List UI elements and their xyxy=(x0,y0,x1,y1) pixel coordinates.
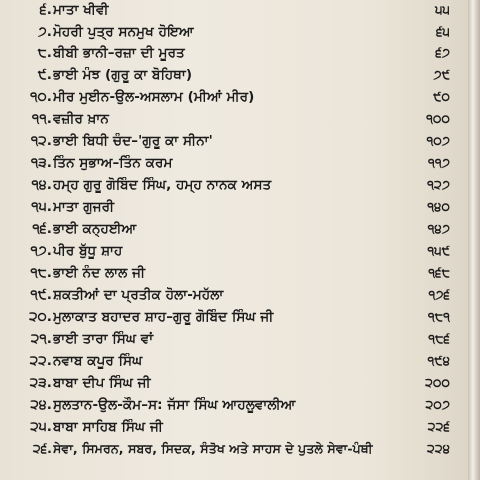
entry-title: ਬਾਬਾ ਦੀਪ ਸਿੰਘ ਜੀ xyxy=(53,375,151,391)
toc-entry xyxy=(22,174,450,196)
entry-title: ਮਾਤਾ ਖੀਵੀ xyxy=(53,2,109,18)
entry-page-number: ੬੫ xyxy=(436,24,450,39)
entry-title: ਵਜ਼ੀਰ ਖ਼ਾਨ xyxy=(53,111,109,127)
entry-number: ੧੨. xyxy=(30,133,52,149)
page-edge xyxy=(468,0,480,480)
entry-page-number: ੧੫੯ xyxy=(427,243,450,258)
entry-number: ੮. xyxy=(37,45,52,61)
entry-number: ੨੩. xyxy=(29,375,52,391)
entry-page-number: ੯੦ xyxy=(433,89,450,104)
entry-title: ਸੇਵਾ, ਸਿਮਰਨ, ਸਬਰ, ਸਿਦਕ, ਸੰਤੋਖ ਅਤੇ ਸਾਹਸ ਦੇ ਪੁਤਲੇ ਸੇਵਾ-ਪੰਥੀ xyxy=(53,441,373,456)
entry-page-number: ੧੦੦ xyxy=(426,111,450,126)
entry-title: ਭਾਈ ਕਨ੍ਹਈਆ xyxy=(53,221,137,237)
entry-page-number: ੧੮੬ xyxy=(428,331,450,346)
toc-entry xyxy=(22,372,450,394)
toc-entry xyxy=(22,42,450,64)
toc-entry xyxy=(22,284,450,306)
entry-number: ੯. xyxy=(37,67,52,83)
toc-entry xyxy=(22,262,450,284)
entry-number: ੨੬. xyxy=(32,441,52,456)
toc-entry xyxy=(22,152,450,174)
entry-title: ਤਿੰਨ ਸੁਭਾਅ–ਤਿੰਨ ਕਰਮ xyxy=(53,155,173,171)
entry-title: ਭਾਈ ਮੰਝ (ਗੁਰੂ ਕਾ ਬੋਹਿਥਾ) xyxy=(53,67,193,83)
entry-title: ਨਵਾਬ ਕਪੂਰ ਸਿੰਘ xyxy=(53,353,143,369)
toc-entry xyxy=(22,416,450,438)
entry-number: ੧੯. xyxy=(30,287,52,303)
toc-entry xyxy=(22,130,450,152)
entry-title: ਮੋਹਰੀ ਪੁਤ੍ਰ ਸਨਮੁਖ ਹੋਇਆ xyxy=(53,24,194,40)
entry-number: ੨੫. xyxy=(30,419,52,435)
entry-title: ਭਾਈ ਬਿਧੀ ਚੰਦ–'ਗੁਰੂ ਕਾ ਸੀਨਾ' xyxy=(53,133,213,149)
entry-title: ਭਾਈ ਤਾਰਾ ਸਿੰਘ ਵਾਂ xyxy=(53,331,154,347)
entry-number: ੧੫. xyxy=(31,199,52,215)
entry-number: ੧੩. xyxy=(30,155,52,171)
entry-number: ੧੧. xyxy=(31,111,52,127)
entry-number: ੧੭. xyxy=(30,243,52,259)
toc-entry xyxy=(22,350,450,372)
toc-entry xyxy=(22,0,450,21)
toc-entry xyxy=(22,108,450,130)
entry-number: ੧੬. xyxy=(32,221,52,237)
toc-entry xyxy=(22,306,450,328)
entry-number: ੨੪. xyxy=(30,397,52,413)
entry-page-number: ੧੨੭ xyxy=(427,177,450,192)
toc-entry xyxy=(22,196,450,218)
entry-number: ੭. xyxy=(37,24,52,40)
entry-title: ਸੁਲਤਾਨ-ਉਲ-ਕੌਮ–ਸ: ਜੱਸਾ ਸਿੰਘ ਆਹਲੂਵਾਲੀਆ xyxy=(53,397,296,413)
entry-title: ਮੁਲਾਕਾਤ ਬਹਾਦਰ ਸ਼ਾਹ–ਗੁਰੂ ਗੋਬਿੰਦ ਸਿੰਘ ਜੀ xyxy=(53,309,274,325)
entry-page-number: ੨੨੬ xyxy=(427,419,450,434)
entry-page-number: ੧੦੭ xyxy=(426,133,450,148)
entry-page-number: ੧੪੦ xyxy=(427,199,450,214)
entry-page-number: ੧੧੭ xyxy=(428,155,450,170)
entry-number: ੬. xyxy=(39,2,52,18)
entry-page-number: ੨੨੪ xyxy=(426,441,450,456)
entry-page-number: ੫੫ xyxy=(435,2,450,17)
toc-entry xyxy=(22,21,450,43)
entry-page-number: ੧੮੧ xyxy=(427,309,450,324)
toc-entry xyxy=(22,86,450,108)
entry-number: ੧੪. xyxy=(31,177,52,193)
entry-number: ੨੦. xyxy=(29,309,52,325)
entry-title: ਸ਼ਕਤੀਆਂ ਦਾ ਪ੍ਰਤੀਕ ਹੋਲਾ-ਮਹੱਲਾ xyxy=(53,287,224,303)
entry-page-number: ੧੬੮ xyxy=(428,265,450,280)
toc-entry xyxy=(22,328,450,350)
entry-number: ੨੨. xyxy=(29,353,52,369)
entry-page-number: ੬੭ xyxy=(435,45,450,60)
entry-title: ਭਾਈ ਨੰਦ ਲਾਲ ਜੀ xyxy=(53,265,146,281)
entry-page-number: ੨੦੦ xyxy=(425,375,450,390)
entry-title: ਪੀਰ ਬੁੱਧੂ ਸ਼ਾਹ xyxy=(53,243,123,259)
entry-title: ਮੀਰ ਮੁਈਨ-ਉਲ-ਅਸਲਾਮ (ਮੀਆਂ ਮੀਰ) xyxy=(53,89,255,105)
entry-title: ਬਾਬਾ ਸਾਹਿਬ ਸਿੰਘ ਜੀ xyxy=(53,419,163,435)
entry-page-number: ੧੭੬ xyxy=(428,287,450,302)
entry-page-number: ੧੯੪ xyxy=(427,353,450,368)
entry-number: ੧੦. xyxy=(30,89,52,105)
toc-entry xyxy=(22,64,450,86)
entry-title: ਬੀਬੀ ਭਾਨੀ–ਰਜ਼ਾ ਦੀ ਮੂਰਤ xyxy=(53,45,185,61)
entry-page-number: ੧੪੭ xyxy=(427,221,450,236)
toc-entry xyxy=(22,218,450,240)
entry-number: ੧੮. xyxy=(30,265,52,281)
entry-page-number: ੨੦੭ xyxy=(425,397,450,412)
toc-entry xyxy=(22,438,450,460)
toc-entry xyxy=(22,394,450,416)
entry-title: ਹਮ੍ਹ ਗੁਰੂ ਗੋਬਿੰਦ ਸਿੰਘ, ਹਮ੍ਹ ਨਾਨਕ ਅਸਤ xyxy=(53,177,272,193)
entry-page-number: ੭੯ xyxy=(433,67,450,82)
toc-entry xyxy=(22,240,450,262)
entry-title: ਮਾਤਾ ਗੁਜਰੀ xyxy=(53,199,115,215)
entry-number: ੨੧. xyxy=(30,331,52,347)
